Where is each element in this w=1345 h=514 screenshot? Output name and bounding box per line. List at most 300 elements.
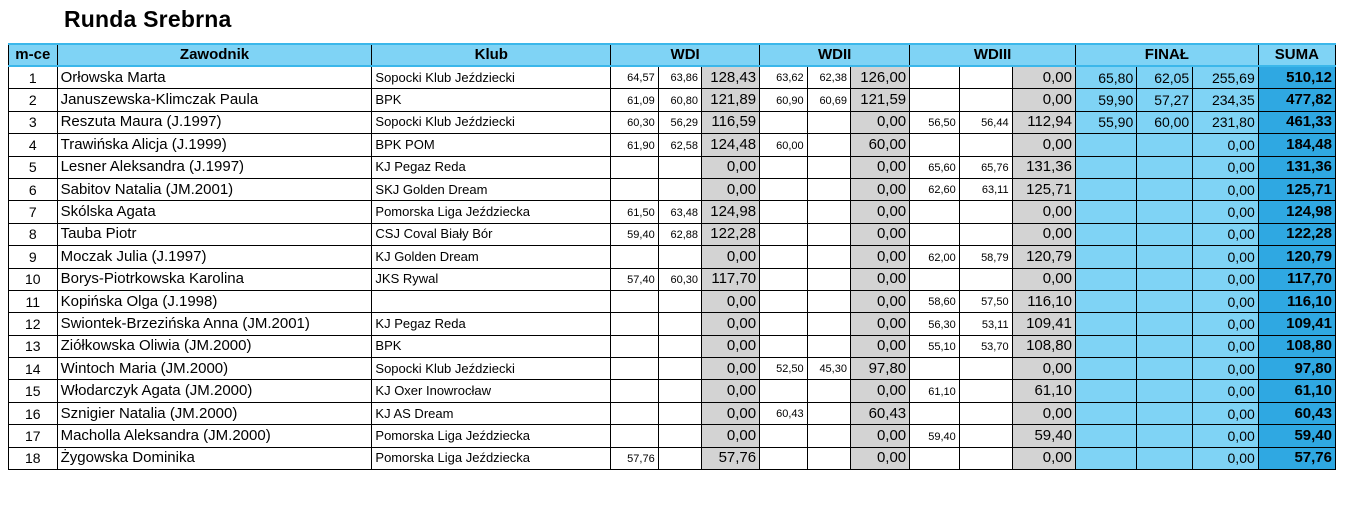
final-score-1-cell [1075,425,1136,447]
wdiii-score-2-cell: 57,50 [959,290,1012,312]
wdii-total-cell: 0,00 [850,268,909,290]
header-wdii: WDII [760,44,910,66]
wdi-score-1-cell: 61,09 [611,89,659,111]
wdiii-score-2-cell: 63,11 [959,178,1012,200]
wdii-score-1-cell: 60,43 [760,402,808,424]
wdi-total-cell: 0,00 [702,335,760,357]
wdi-total-cell: 0,00 [702,313,760,335]
wdii-score-1-cell [760,290,808,312]
wdiii-score-2-cell [959,89,1012,111]
wdiii-score-2-cell: 53,11 [959,313,1012,335]
club-cell: Pomorska Liga Jeździecka [372,447,611,469]
final-score-2-cell [1137,425,1193,447]
final-total-cell: 0,00 [1193,156,1259,178]
final-score-1-cell [1075,447,1136,469]
wdi-score-1-cell [611,246,659,268]
wdi-score-2-cell: 62,58 [658,134,701,156]
wdii-score-2-cell: 62,38 [807,66,850,89]
header-place: m-ce [9,44,58,66]
table-row [9,201,1336,223]
wdi-score-2-cell [658,156,701,178]
wdi-score-1-cell [611,313,659,335]
table-row [9,268,1336,290]
sum-cell: 124,98 [1258,201,1335,223]
final-score-1-cell [1075,358,1136,380]
club-cell [372,290,611,312]
wdiii-score-1-cell: 56,30 [910,313,960,335]
place-cell: 1 [9,66,58,89]
wdii-score-2-cell [807,134,850,156]
sum-cell: 125,71 [1258,178,1335,200]
wdiii-score-2-cell [959,380,1012,402]
wdi-total-cell: 0,00 [702,380,760,402]
wdi-score-1-cell [611,178,659,200]
wdiii-total-cell: 59,40 [1012,425,1075,447]
wdiii-total-cell: 0,00 [1012,268,1075,290]
wdi-score-1-cell: 57,76 [611,447,659,469]
rider-name-cell: Sznigier Natalia (JM.2000) [57,402,372,424]
wdi-total-cell: 116,59 [702,111,760,133]
wdii-score-2-cell [807,201,850,223]
wdiii-score-2-cell [959,268,1012,290]
header-final: FINAŁ [1075,44,1258,66]
final-score-1-cell [1075,134,1136,156]
rider-name-cell: Borys-Piotrkowska Karolina [57,268,372,290]
wdi-score-2-cell [658,402,701,424]
wdii-total-cell: 60,00 [850,134,909,156]
sum-cell: 117,70 [1258,268,1335,290]
wdii-score-2-cell [807,425,850,447]
wdi-total-cell: 117,70 [702,268,760,290]
place-cell: 8 [9,223,58,245]
wdii-score-1-cell [760,380,808,402]
rider-name-cell: Kopińska Olga (J.1998) [57,290,372,312]
wdi-score-1-cell [611,402,659,424]
wdiii-total-cell: 120,79 [1012,246,1075,268]
final-total-cell: 0,00 [1193,380,1259,402]
club-cell: Sopocki Klub Jeździecki [372,111,611,133]
wdi-score-1-cell: 57,40 [611,268,659,290]
rider-name-cell: Orłowska Marta [57,66,372,89]
final-score-1-cell [1075,402,1136,424]
wdii-score-2-cell: 45,30 [807,358,850,380]
sum-cell: 97,80 [1258,358,1335,380]
wdiii-score-2-cell [959,223,1012,245]
wdi-score-1-cell [611,335,659,357]
rider-name-cell: Wintoch Maria (JM.2000) [57,358,372,380]
final-score-1-cell [1075,380,1136,402]
table-row [9,111,1336,133]
final-total-cell: 0,00 [1193,313,1259,335]
wdii-total-cell: 60,43 [850,402,909,424]
rider-name-cell: Lesner Aleksandra (J.1997) [57,156,372,178]
place-cell: 9 [9,246,58,268]
final-score-2-cell [1137,313,1193,335]
table-row [9,134,1336,156]
club-cell: Sopocki Klub Jeździecki [372,358,611,380]
sum-cell: 116,10 [1258,290,1335,312]
wdii-score-1-cell [760,111,808,133]
wdiii-score-1-cell: 65,60 [910,156,960,178]
final-total-cell: 0,00 [1193,246,1259,268]
sum-cell: 108,80 [1258,335,1335,357]
wdii-score-1-cell [760,178,808,200]
table-row [9,380,1336,402]
final-score-2-cell [1137,156,1193,178]
table-row [9,156,1336,178]
rider-name-cell: Sabitov Natalia (JM.2001) [57,178,372,200]
wdii-score-1-cell [760,268,808,290]
sum-cell: 184,48 [1258,134,1335,156]
wdiii-score-1-cell [910,402,960,424]
wdiii-total-cell: 112,94 [1012,111,1075,133]
place-cell: 13 [9,335,58,357]
header-rider: Zawodnik [57,44,372,66]
place-cell: 16 [9,402,58,424]
rider-name-cell: Macholla Aleksandra (JM.2000) [57,425,372,447]
sum-cell: 477,82 [1258,89,1335,111]
wdi-score-1-cell [611,358,659,380]
final-total-cell: 255,69 [1193,66,1259,89]
wdii-score-1-cell: 60,00 [760,134,808,156]
wdi-total-cell: 121,89 [702,89,760,111]
wdiii-total-cell: 125,71 [1012,178,1075,200]
header-club: Klub [372,44,611,66]
table-row [9,335,1336,357]
final-score-1-cell [1075,201,1136,223]
wdiii-score-1-cell: 59,40 [910,425,960,447]
wdii-score-1-cell: 63,62 [760,66,808,89]
sum-cell: 109,41 [1258,313,1335,335]
rider-name-cell: Żygowska Dominika [57,447,372,469]
club-cell: KJ Golden Dream [372,246,611,268]
wdi-total-cell: 0,00 [702,290,760,312]
wdiii-score-2-cell [959,402,1012,424]
wdiii-score-1-cell: 62,00 [910,246,960,268]
wdi-score-1-cell: 60,30 [611,111,659,133]
wdiii-score-1-cell [910,89,960,111]
final-score-2-cell [1137,358,1193,380]
club-cell: Pomorska Liga Jeździecka [372,201,611,223]
wdii-score-2-cell [807,380,850,402]
table-row [9,313,1336,335]
final-total-cell: 0,00 [1193,201,1259,223]
place-cell: 10 [9,268,58,290]
wdi-total-cell: 122,28 [702,223,760,245]
wdi-total-cell: 128,43 [702,66,760,89]
wdiii-score-2-cell [959,134,1012,156]
club-cell: CSJ Coval Biały Bór [372,223,611,245]
table-row [9,223,1336,245]
table-row [9,425,1336,447]
wdi-total-cell: 124,48 [702,134,760,156]
wdiii-score-1-cell: 56,50 [910,111,960,133]
final-score-1-cell [1075,290,1136,312]
final-score-1-cell: 65,80 [1075,66,1136,89]
header-sum: SUMA [1258,44,1335,66]
club-cell: KJ Pegaz Reda [372,156,611,178]
wdii-total-cell: 0,00 [850,111,909,133]
place-cell: 18 [9,447,58,469]
club-cell: KJ Oxer Inowrocław [372,380,611,402]
wdii-score-1-cell: 60,90 [760,89,808,111]
wdii-score-1-cell [760,313,808,335]
place-cell: 7 [9,201,58,223]
wdi-score-1-cell: 61,50 [611,201,659,223]
wdiii-total-cell: 0,00 [1012,66,1075,89]
club-cell: KJ Pegaz Reda [372,313,611,335]
wdii-score-2-cell [807,402,850,424]
wdii-score-2-cell [807,178,850,200]
final-score-1-cell [1075,223,1136,245]
wdii-score-2-cell [807,223,850,245]
wdii-score-2-cell [807,111,850,133]
final-score-1-cell: 55,90 [1075,111,1136,133]
results-body [9,66,1336,470]
wdi-score-2-cell [658,290,701,312]
table-row [9,402,1336,424]
wdiii-score-1-cell [910,134,960,156]
wdii-total-cell: 97,80 [850,358,909,380]
wdiii-total-cell: 0,00 [1012,402,1075,424]
club-cell: KJ AS Dream [372,402,611,424]
final-total-cell: 0,00 [1193,335,1259,357]
final-total-cell: 0,00 [1193,178,1259,200]
wdi-score-2-cell [658,447,701,469]
place-cell: 3 [9,111,58,133]
table-row [9,178,1336,200]
wdiii-total-cell: 0,00 [1012,358,1075,380]
table-row [9,358,1336,380]
header-wdi: WDI [611,44,760,66]
wdi-total-cell: 124,98 [702,201,760,223]
sum-cell: 57,76 [1258,447,1335,469]
wdii-score-1-cell [760,156,808,178]
rider-name-cell: Ziółkowska Oliwia (JM.2000) [57,335,372,357]
club-cell: Pomorska Liga Jeździecka [372,425,611,447]
place-cell: 14 [9,358,58,380]
final-total-cell: 231,80 [1193,111,1259,133]
sum-cell: 122,28 [1258,223,1335,245]
wdiii-total-cell: 116,10 [1012,290,1075,312]
final-total-cell: 0,00 [1193,290,1259,312]
place-cell: 2 [9,89,58,111]
rider-name-cell: Moczak Julia (J.1997) [57,246,372,268]
final-total-cell: 0,00 [1193,358,1259,380]
wdii-total-cell: 0,00 [850,335,909,357]
wdii-total-cell: 126,00 [850,66,909,89]
wdiii-score-1-cell [910,268,960,290]
final-total-cell: 0,00 [1193,447,1259,469]
wdii-score-1-cell [760,201,808,223]
results-table [8,43,1336,470]
wdii-score-1-cell [760,335,808,357]
final-total-cell: 0,00 [1193,402,1259,424]
wdiii-score-1-cell: 62,60 [910,178,960,200]
wdi-score-2-cell: 62,88 [658,223,701,245]
wdii-score-2-cell: 60,69 [807,89,850,111]
wdii-score-1-cell [760,223,808,245]
final-score-2-cell [1137,223,1193,245]
wdii-total-cell: 0,00 [850,425,909,447]
final-score-2-cell: 60,00 [1137,111,1193,133]
sum-cell: 59,40 [1258,425,1335,447]
wdi-score-2-cell [658,246,701,268]
wdi-score-2-cell [658,380,701,402]
place-cell: 15 [9,380,58,402]
wdi-total-cell: 0,00 [702,156,760,178]
club-cell: BPK [372,335,611,357]
wdi-score-2-cell: 60,80 [658,89,701,111]
wdii-total-cell: 0,00 [850,178,909,200]
wdii-total-cell: 121,59 [850,89,909,111]
wdii-total-cell: 0,00 [850,290,909,312]
wdii-total-cell: 0,00 [850,201,909,223]
wdii-total-cell: 0,00 [850,223,909,245]
final-score-1-cell [1075,268,1136,290]
place-cell: 12 [9,313,58,335]
wdiii-total-cell: 109,41 [1012,313,1075,335]
header-wdiii: WDIII [910,44,1076,66]
rider-name-cell: Włodarczyk Agata (JM.2000) [57,380,372,402]
wdi-score-2-cell [658,178,701,200]
wdi-score-1-cell: 61,90 [611,134,659,156]
final-score-1-cell [1075,178,1136,200]
wdiii-score-2-cell: 65,76 [959,156,1012,178]
wdi-score-1-cell: 64,57 [611,66,659,89]
wdiii-score-2-cell: 56,44 [959,111,1012,133]
wdi-score-1-cell [611,156,659,178]
final-total-cell: 0,00 [1193,134,1259,156]
wdiii-total-cell: 131,36 [1012,156,1075,178]
wdii-score-1-cell: 52,50 [760,358,808,380]
final-score-2-cell [1137,335,1193,357]
club-cell: BPK [372,89,611,111]
final-score-1-cell [1075,313,1136,335]
place-cell: 5 [9,156,58,178]
table-row [9,447,1336,469]
wdi-score-1-cell [611,290,659,312]
wdiii-total-cell: 0,00 [1012,134,1075,156]
wdi-score-2-cell: 63,48 [658,201,701,223]
wdi-total-cell: 0,00 [702,402,760,424]
wdiii-score-1-cell [910,66,960,89]
wdii-score-2-cell [807,447,850,469]
final-score-1-cell: 59,90 [1075,89,1136,111]
final-score-2-cell [1137,447,1193,469]
sum-cell: 61,10 [1258,380,1335,402]
wdiii-score-1-cell: 61,10 [910,380,960,402]
wdii-total-cell: 0,00 [850,447,909,469]
wdi-score-2-cell [658,335,701,357]
final-score-2-cell [1137,380,1193,402]
rider-name-cell: Swiontek-Brzezińska Anna (JM.2001) [57,313,372,335]
final-score-2-cell [1137,290,1193,312]
wdiii-total-cell: 0,00 [1012,223,1075,245]
final-score-1-cell [1075,335,1136,357]
wdiii-total-cell: 0,00 [1012,89,1075,111]
wdi-score-2-cell: 63,86 [658,66,701,89]
rider-name-cell: Trawińska Alicja (J.1999) [57,134,372,156]
wdii-score-1-cell [760,246,808,268]
rider-name-cell: Skólska Agata [57,201,372,223]
final-total-cell: 0,00 [1193,268,1259,290]
final-score-2-cell [1137,178,1193,200]
wdi-score-2-cell [658,358,701,380]
table-header-row [9,44,1336,66]
final-score-1-cell [1075,246,1136,268]
place-cell: 17 [9,425,58,447]
sum-cell: 131,36 [1258,156,1335,178]
final-score-2-cell: 62,05 [1137,66,1193,89]
wdi-total-cell: 57,76 [702,447,760,469]
rider-name-cell: Januszewska-Klimczak Paula [57,89,372,111]
wdiii-score-1-cell [910,447,960,469]
table-row [9,66,1336,89]
wdii-score-2-cell [807,268,850,290]
wdii-total-cell: 0,00 [850,380,909,402]
wdii-score-2-cell [807,156,850,178]
wdiii-score-2-cell [959,358,1012,380]
final-total-cell: 0,00 [1193,425,1259,447]
wdi-score-2-cell [658,425,701,447]
club-cell: Sopocki Klub Jeździecki [372,66,611,89]
table-row [9,290,1336,312]
wdii-score-1-cell [760,447,808,469]
wdii-score-2-cell [807,313,850,335]
wdiii-total-cell: 0,00 [1012,447,1075,469]
wdiii-score-1-cell [910,201,960,223]
final-total-cell: 234,35 [1193,89,1259,111]
wdi-total-cell: 0,00 [702,178,760,200]
final-total-cell: 0,00 [1193,223,1259,245]
wdi-score-2-cell [658,313,701,335]
page-title: Runda Srebrna [64,6,232,32]
rider-name-cell: Reszuta Maura (J.1997) [57,111,372,133]
sum-cell: 461,33 [1258,111,1335,133]
final-score-2-cell [1137,246,1193,268]
wdi-score-1-cell [611,425,659,447]
table-row [9,89,1336,111]
wdiii-score-1-cell [910,358,960,380]
wdiii-score-2-cell [959,425,1012,447]
wdiii-score-2-cell [959,201,1012,223]
rider-name-cell: Tauba Piotr [57,223,372,245]
place-cell: 11 [9,290,58,312]
wdii-total-cell: 0,00 [850,246,909,268]
club-cell: SKJ Golden Dream [372,178,611,200]
wdii-score-2-cell [807,290,850,312]
club-cell: JKS Rywal [372,268,611,290]
final-score-2-cell [1137,201,1193,223]
wdiii-total-cell: 108,80 [1012,335,1075,357]
table-row [9,246,1336,268]
sum-cell: 510,12 [1258,66,1335,89]
wdii-score-2-cell [807,246,850,268]
wdiii-score-2-cell [959,447,1012,469]
wdi-score-2-cell: 60,30 [658,268,701,290]
wdiii-score-2-cell: 53,70 [959,335,1012,357]
place-cell: 4 [9,134,58,156]
place-cell: 6 [9,178,58,200]
wdii-score-2-cell [807,335,850,357]
sum-cell: 60,43 [1258,402,1335,424]
wdi-total-cell: 0,00 [702,425,760,447]
final-score-2-cell: 57,27 [1137,89,1193,111]
wdiii-score-2-cell: 58,79 [959,246,1012,268]
wdiii-score-1-cell: 55,10 [910,335,960,357]
final-score-2-cell [1137,402,1193,424]
